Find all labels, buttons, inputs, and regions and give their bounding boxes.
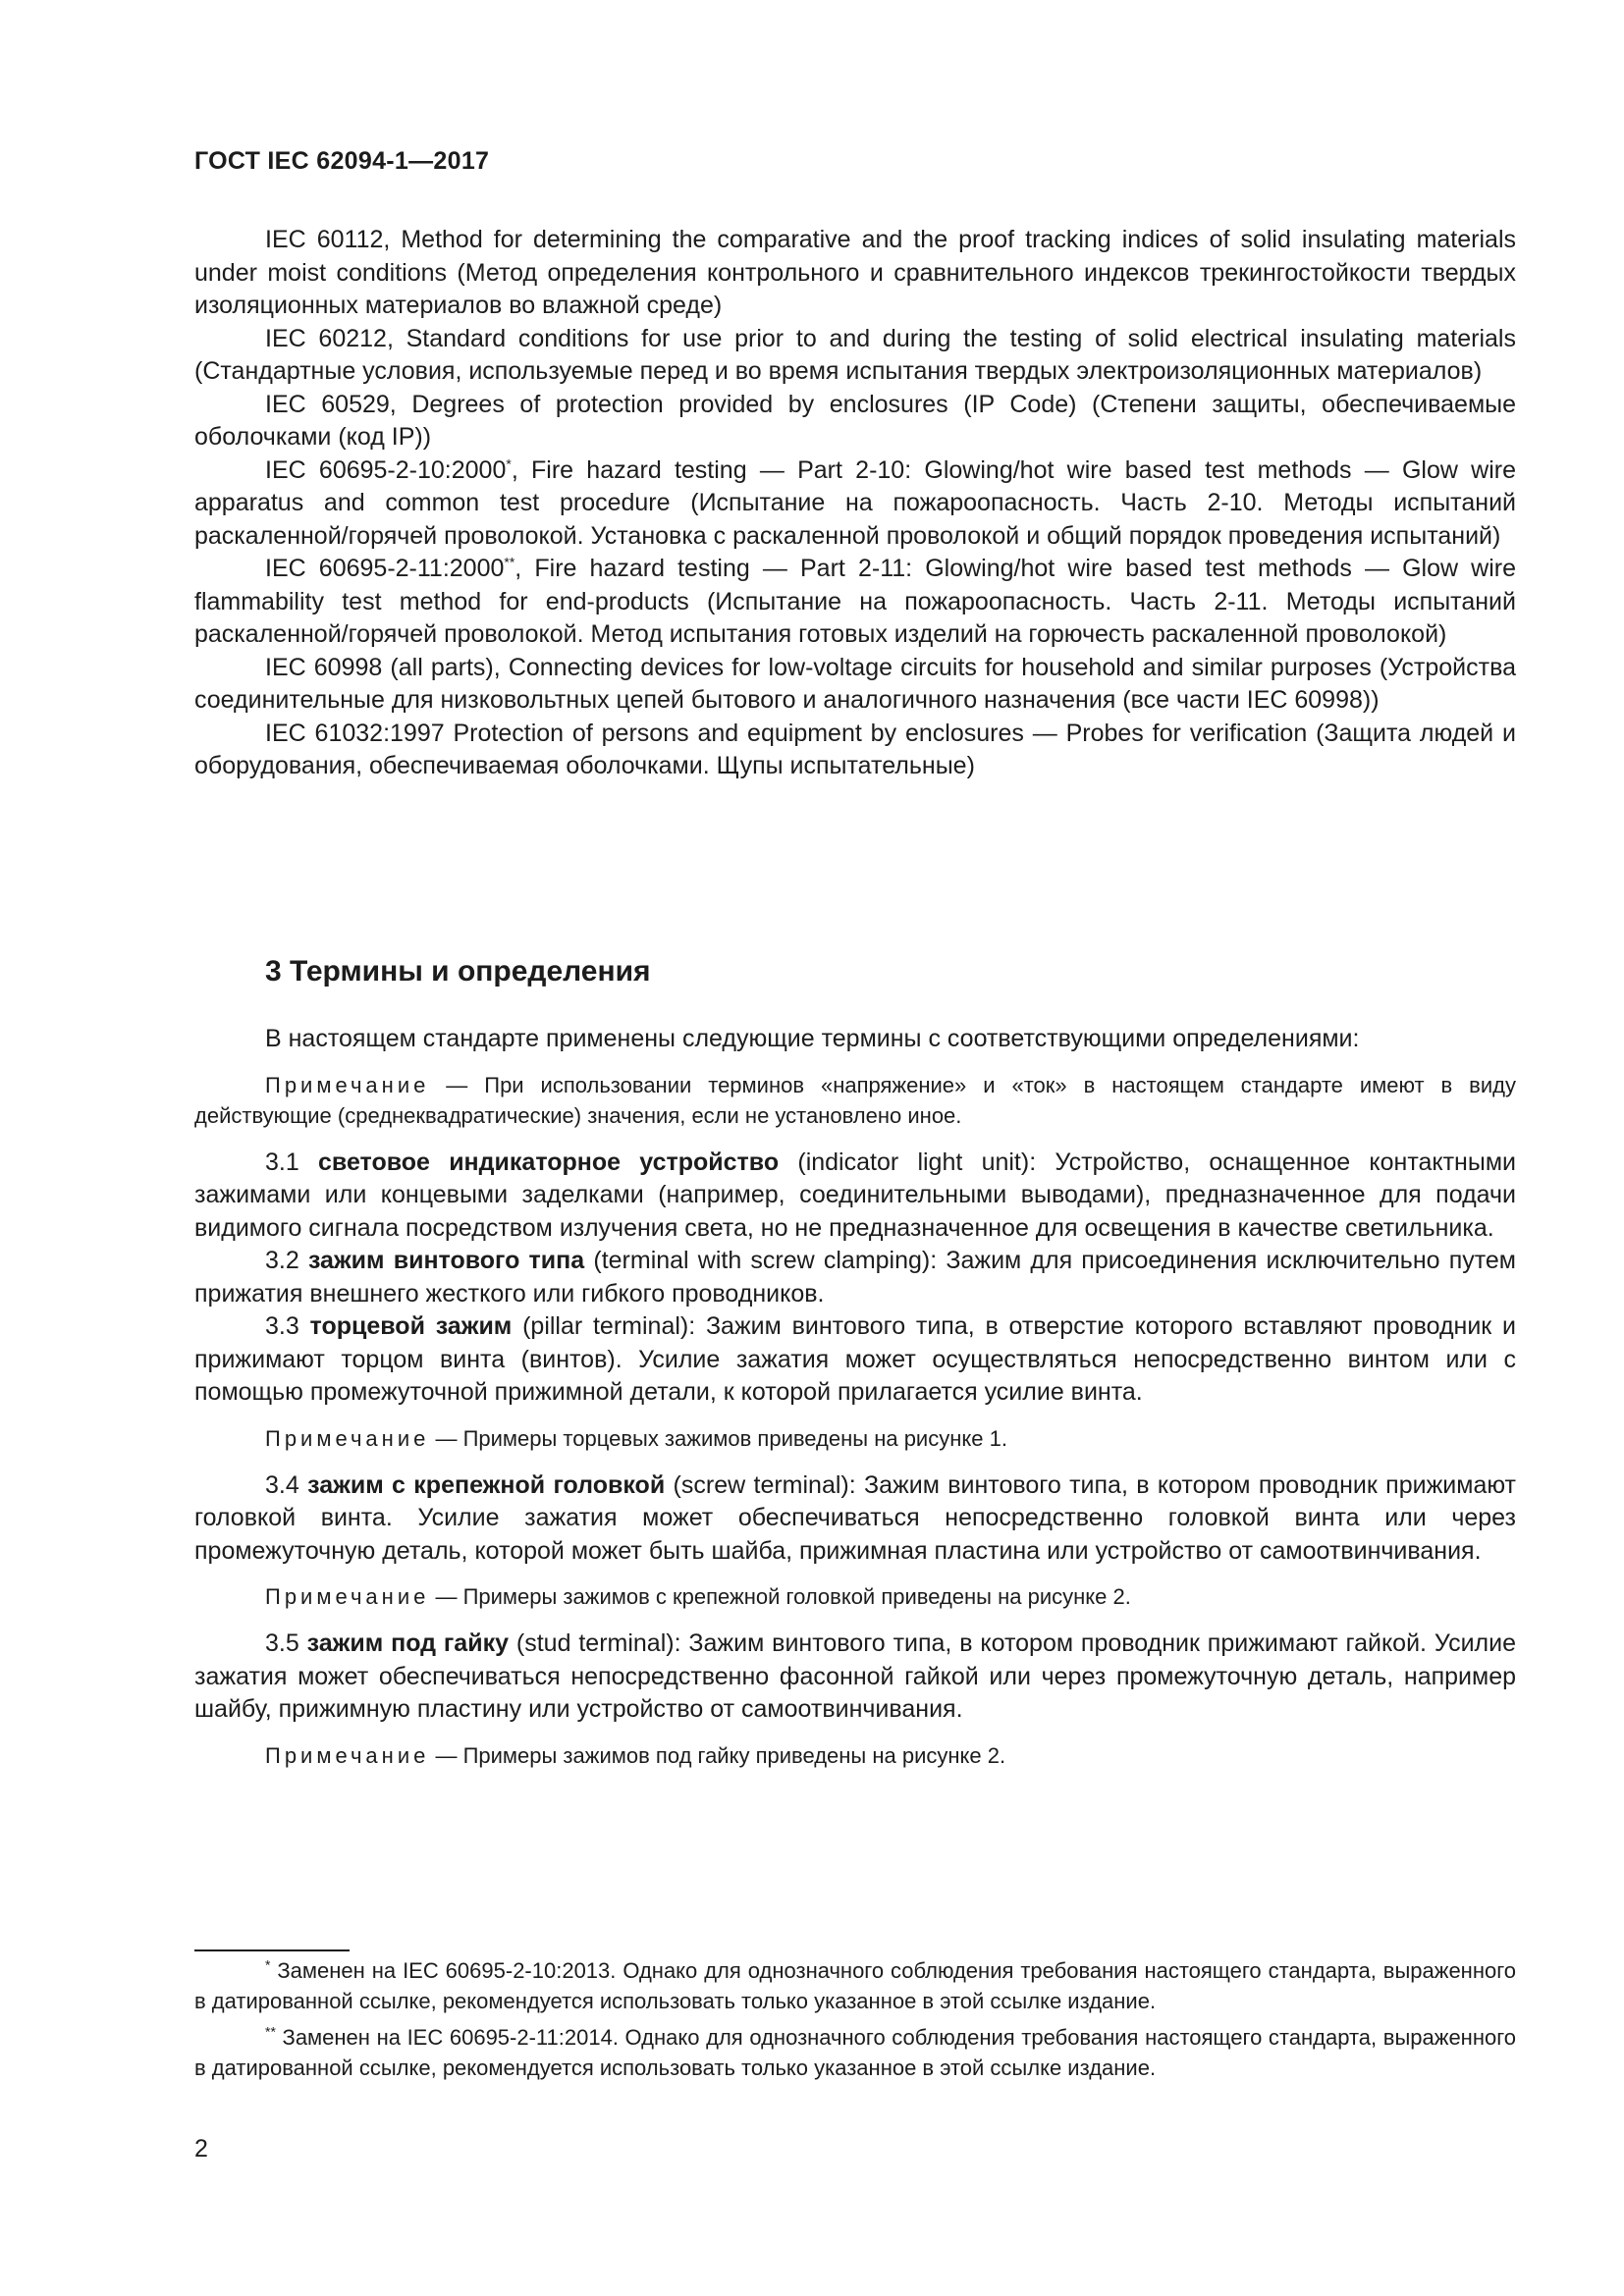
term-number: 3.1 — [265, 1148, 319, 1176]
note-label: Примечание — [265, 1072, 430, 1097]
reference-text: , Fire hazard testing — Part 2-10: Glowing/hot wire based test methods — Glow wire apparatus and common test procedure (Испытание на пожароопасность. Часть 2-10. Методы испытаний раскаленной/горячей проволокой. Установка с раскаленной проволокой и общий порядок проведения испытаний) — [194, 455, 1517, 550]
note-label: Примечание — [265, 1742, 430, 1768]
reference-item: IEC 60529, Degrees of protection provided by enclosures (IP Code) (Степени защиты, обеспечиваемые оболочками (код IP)) — [194, 390, 1516, 451]
footnote-marker: ** — [265, 2023, 276, 2040]
terms-section — [194, 1023, 1516, 1787]
reference-item: IEC 60998 (all parts), Connecting devices for low-voltage circuits for household and similar purposes (Устройства соединительные для низковольтных цепей бытового и аналогичного назначения (все части IEC 60998)) — [194, 653, 1516, 714]
reference-item — [194, 553, 1516, 652]
reference-item: IEC 60212, Standard conditions for use prior to and during the testing of solid electrical insulating materials (Стандартные условия, используемые перед и во время испытания твердых электроизоляционных материалов) — [194, 324, 1516, 385]
note — [194, 1070, 1516, 1131]
term-text: (screw terminal): Зажим винтового типа, в котором проводник прижимают головкой винта. Усилие зажатия может обеспечиваться непосредственно головкой винта или через промежуточную деталь, которой может быть шайба, прижимная пластина или устройство от самоотвинчивания. — [194, 1470, 1517, 1565]
term-number: 3.2 — [265, 1247, 308, 1274]
note-text: — Примеры зажимов с крепежной головкой приведены на рисунке 2. — [429, 1584, 1131, 1609]
normative-references — [194, 224, 1516, 783]
footnote — [194, 1955, 1516, 2016]
term-text: (pillar terminal): Зажим винтового типа, в отверстие которого вставляют проводник и прижимают торцом винта (винтов). Усилие зажатия может осуществляться непосредственно винтом или с помощью промежуточной прижимной детали, к которой прилагается усилие винта. — [194, 1312, 1516, 1406]
document-header: ГОСТ IEC 62094-1—2017 — [194, 147, 490, 175]
note-text: — При использовании терминов «напряжение» и «ток» в настоящем стандарте имеют в виду действующие (среднеквадратические) значения, если не установлено иное. — [194, 1072, 1516, 1128]
footnote-text: Заменен на IEC 60695-2-11:2014. Однако для однозначного соблюдения требования настоящего стандарта, выраженного в датированной ссылке, рекомендуется использовать только указанное в этой ссылке издание. — [194, 2025, 1516, 2080]
note-text: — Примеры зажимов под гайку приведены на рисунке 2. — [429, 1742, 1006, 1768]
term-definition — [194, 1469, 1516, 1569]
term-text: (terminal with screw clamping): Зажим для присоединения исключительно путем прижатия внешнего жесткого или гибкого проводников. — [194, 1247, 1516, 1308]
page-number: 2 — [194, 2135, 208, 2163]
footnote-marker: * — [506, 455, 512, 472]
note-text: — Примеры торцевых зажимов приведены на рисунке 1. — [429, 1425, 1007, 1451]
footnotes — [194, 1955, 1516, 2089]
reference-item — [194, 454, 1516, 554]
term-definition — [194, 1147, 1516, 1246]
reference-item: IEC 60112, Method for determining the comparative and the proof tracking indices of solid insulating materials under moist conditions (Метод определения контрольного и сравнительного индексов трекингостойкости твердых изоляционных материалов во влажной среде) — [194, 226, 1516, 319]
note-label: Примечание — [265, 1425, 430, 1451]
footnote — [194, 2022, 1516, 2083]
footnote-divider — [194, 1949, 350, 1951]
section-title: 3 Термины и определения — [265, 955, 651, 988]
note — [194, 1740, 1516, 1771]
term-name: зажим под гайку — [306, 1629, 510, 1657]
term-name: зажим с крепежной головкой — [307, 1470, 666, 1499]
section-intro: В настоящем стандарте применены следующие термины с соответствующими определениями: — [265, 1025, 1360, 1052]
term-definition — [194, 1628, 1516, 1727]
reference-text: , Fire hazard testing — Part 2-11: Glowing/hot wire based test methods — Glow wire flammability test method for end-products (Испытание на пожароопасность. Часть 2-11. Методы испытаний раскаленной/горячей проволокой. Метод испытания готовых изделий на горючесть раскаленной проволокой) — [194, 555, 1516, 648]
term-name: световое индикаторное устройство — [318, 1148, 780, 1176]
term-text: (indicator light unit): Устройство, оснащенное контактными зажимами или концевыми заделками (например, соединительными выводами), предназначенное для подачи видимого сигнала посредством излучения света, но не предназначенное для освещения в качестве светильника. — [194, 1148, 1516, 1242]
footnote-marker: ** — [504, 554, 515, 570]
reference-code: IEC 60695-2-11:2000 — [265, 555, 505, 582]
footnote-text: Заменен на IEC 60695-2-10:2013. Однако для однозначного соблюдения требования настоящего стандарта, выраженного в датированной ссылке, рекомендуется использовать только указанное в этой ссылке издание. — [194, 1958, 1516, 2013]
term-number: 3.5 — [265, 1629, 307, 1657]
note — [194, 1581, 1516, 1612]
term-definition — [194, 1310, 1516, 1410]
term-definition — [194, 1245, 1516, 1310]
term-number: 3.3 — [265, 1312, 310, 1340]
note — [194, 1423, 1516, 1454]
reference-code: IEC 60695-2-10:2000 — [265, 455, 507, 484]
reference-item: IEC 61032:1997 Protection of persons and equipment by enclosures — Probes for verification (Защита людей и оборудования, обеспечиваемая оболочками. Щупы испытательные) — [194, 719, 1516, 779]
term-text: (stud terminal): Зажим винтового типа, в котором проводник прижимают гайкой. Усилие зажатия может обеспечиваться непосредственно фасонной гайкой или через промежуточную деталь, например шайбу, прижимную пластину или устройство от самоотвинчивания. — [194, 1629, 1517, 1723]
term-name: зажим винтового типа — [307, 1247, 585, 1274]
term-name: торцевой зажим — [309, 1312, 513, 1340]
term-number: 3.4 — [265, 1470, 308, 1499]
footnote-marker: * — [265, 1956, 271, 1973]
note-label: Примечание — [265, 1584, 430, 1609]
